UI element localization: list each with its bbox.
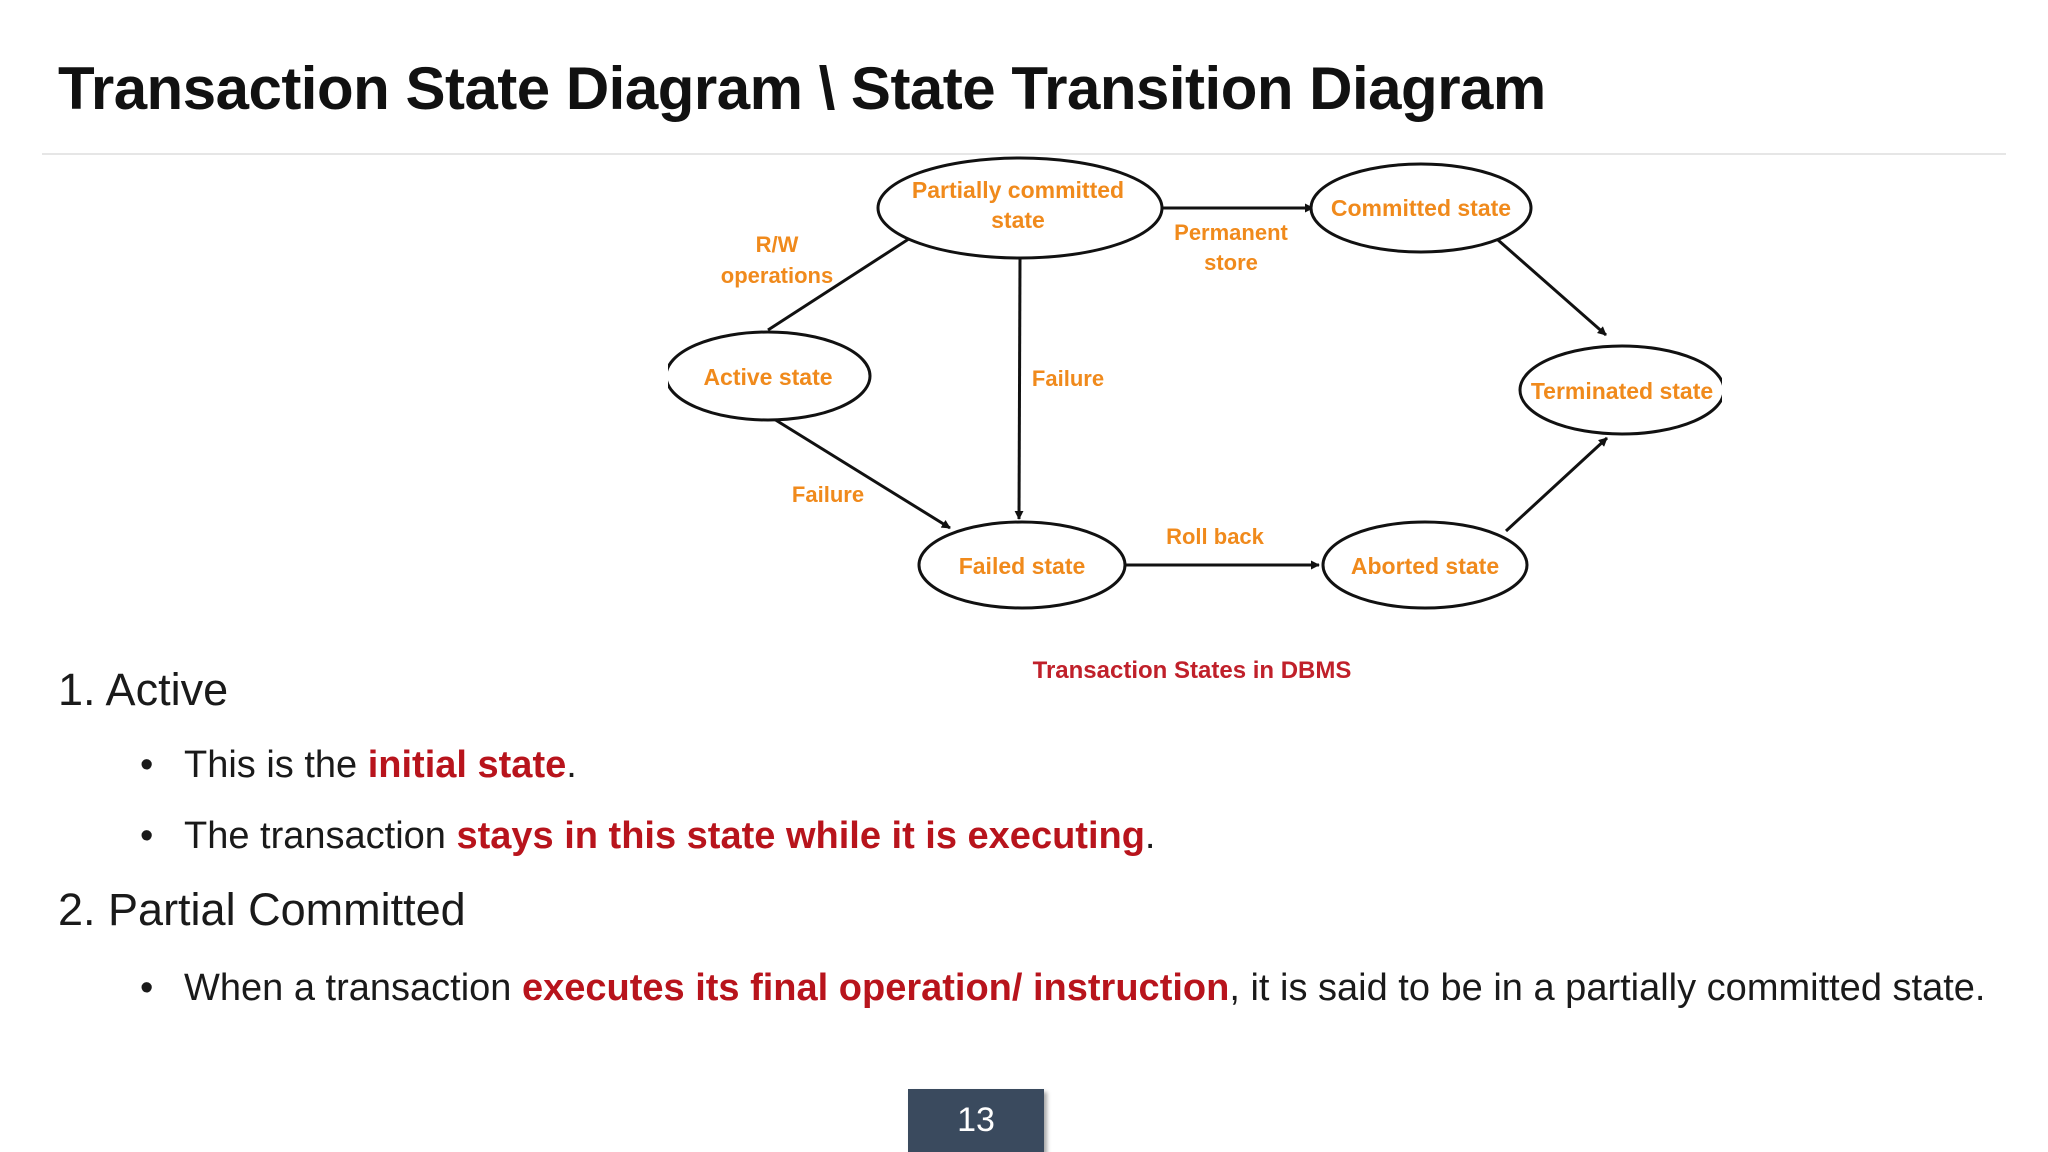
label-permanent-store-line1: Permanent bbox=[1174, 220, 1288, 245]
label-active-state: Active state bbox=[703, 364, 833, 390]
transaction-state-diagram bbox=[668, 152, 1722, 692]
label-failure-vertical: Failure bbox=[1031, 366, 1105, 391]
bullet-text: The transaction bbox=[184, 815, 457, 857]
section-heading-active: 1. Active bbox=[58, 664, 229, 715]
bullet-dot: • bbox=[140, 815, 154, 857]
section-heading-partial-committed: 2. Partial Committed bbox=[58, 884, 466, 935]
edge-partially-committed-to-failed bbox=[1019, 258, 1020, 519]
bullet-text: This is the bbox=[184, 744, 368, 786]
bullet-initial-state bbox=[140, 739, 2004, 791]
page-number-badge: 13 bbox=[908, 1089, 1044, 1152]
edge-committed-to-terminated bbox=[1498, 240, 1606, 335]
edge-aborted-to-terminated bbox=[1506, 438, 1607, 531]
bullet-highlight: initial state bbox=[367, 744, 567, 786]
edge-active-to-failed bbox=[774, 419, 950, 528]
state-diagram-svg bbox=[668, 152, 1722, 692]
bullet-dot: • bbox=[140, 744, 154, 786]
bullet-dot: • bbox=[140, 967, 154, 1009]
label-failed-state: Failed state bbox=[958, 553, 1086, 579]
bullet-text-end: . bbox=[1144, 815, 1156, 857]
label-failure-diagonal: Failure bbox=[791, 482, 865, 507]
label-committed-state: Committed state bbox=[1330, 195, 1512, 221]
bullet-highlight: executes its final operation/ instruction bbox=[521, 967, 1230, 1009]
label-roll-back: Roll back bbox=[1166, 524, 1264, 549]
label-rw-operations-line2: operations bbox=[720, 263, 834, 288]
diagram-caption: Transaction States in DBMS bbox=[1032, 657, 1352, 684]
slide-title: Transaction State Diagram \ State Transition Diagram bbox=[58, 55, 1546, 122]
label-terminated-state: Terminated state bbox=[1530, 378, 1714, 404]
label-rw-operations-line1: R/W bbox=[755, 232, 799, 257]
bullet-executing-state bbox=[140, 810, 2004, 862]
bullet-highlight: stays in this state while it is executing bbox=[456, 815, 1145, 857]
bullet-text: When a transaction bbox=[184, 967, 522, 1009]
bullet-text-end: . bbox=[566, 744, 577, 786]
label-partially-committed-line1: Partially committed bbox=[911, 177, 1125, 203]
label-partially-committed-line2: state bbox=[991, 207, 1045, 233]
bullet-final-operation bbox=[140, 962, 2004, 1014]
label-permanent-store-line2: store bbox=[1204, 250, 1258, 275]
bullet-text-end: , it is said to be in a partially committed state. bbox=[1229, 967, 1986, 1009]
label-aborted-state: Aborted state bbox=[1350, 553, 1500, 579]
